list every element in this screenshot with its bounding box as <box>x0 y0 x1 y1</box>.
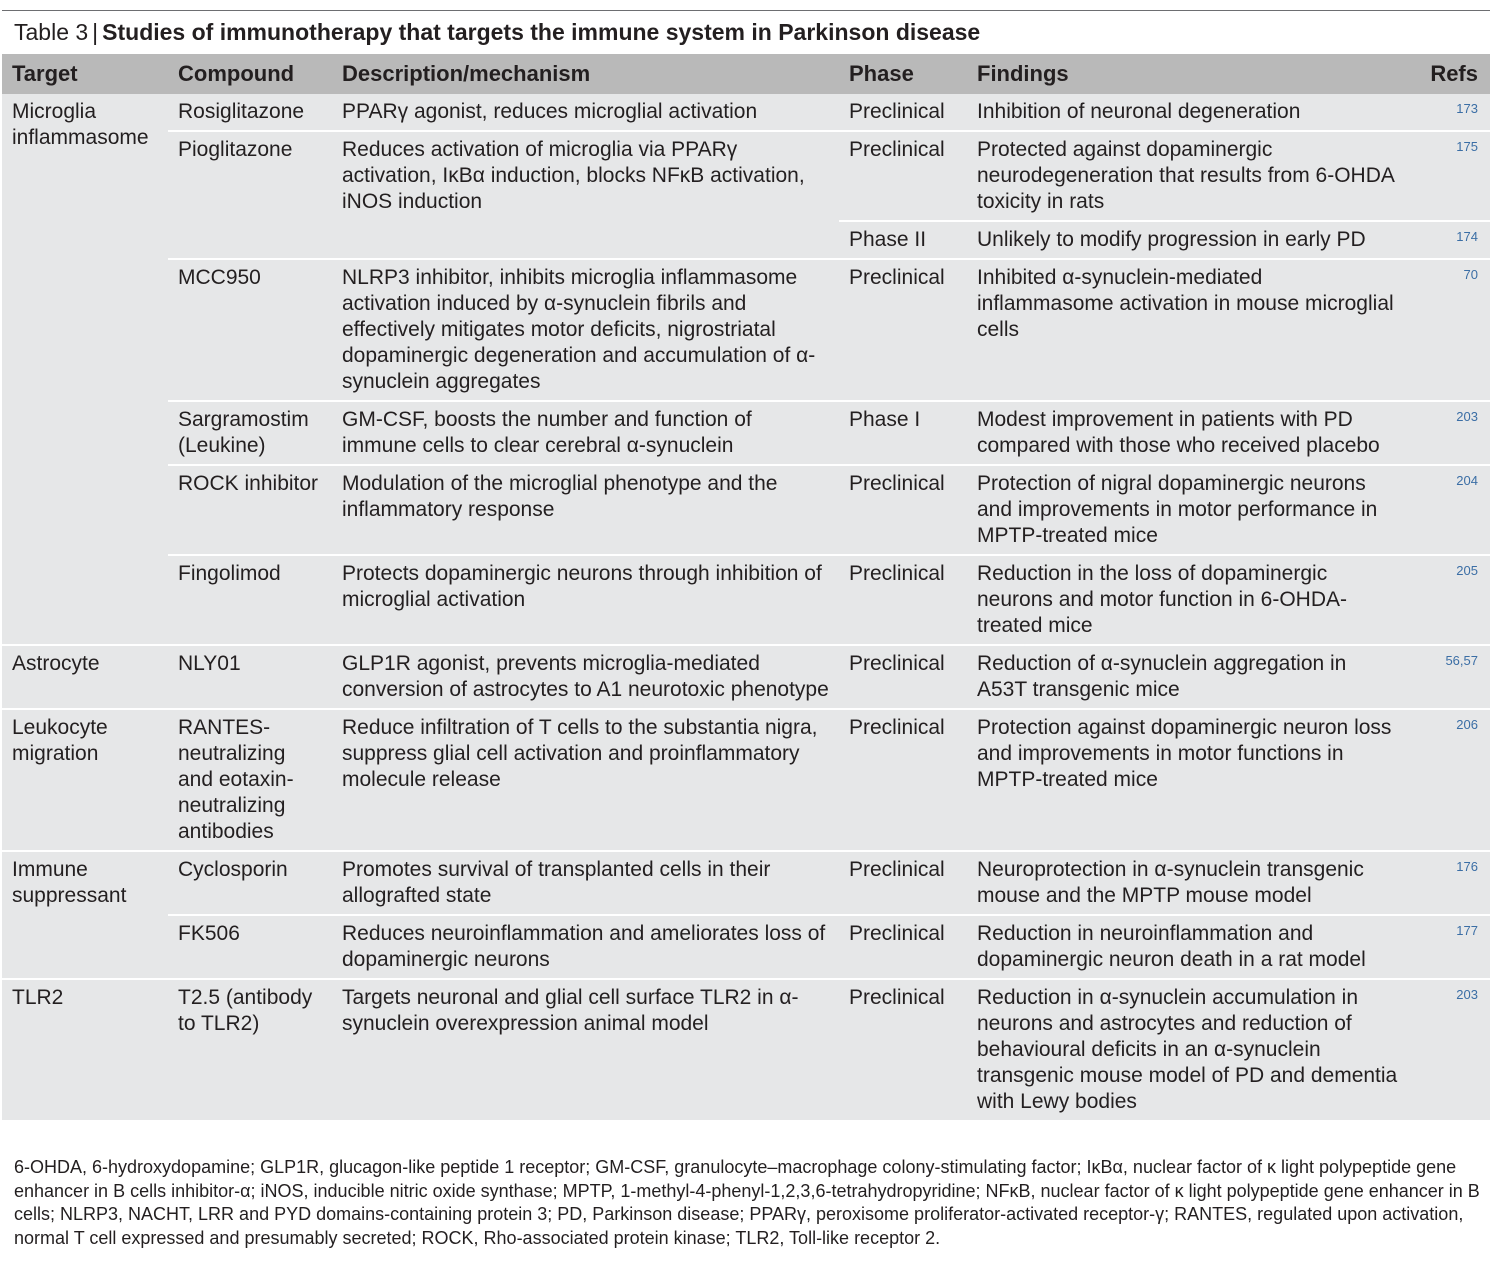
table-label: Table 3 <box>14 19 89 45</box>
ref-link[interactable]: 176 <box>1456 859 1478 874</box>
header-description: Description/mechanism <box>332 54 839 94</box>
header-phase: Phase <box>839 54 967 94</box>
refs-cell <box>1411 851 1490 915</box>
compound-cell: Fingolimod <box>168 555 332 645</box>
description-cell: Targets neuronal and glial cell surface TLR2 in α-synuclein overexpression animal model <box>332 979 839 1121</box>
findings-cell: Reduction in α-synuclein accumulation in neurons and astrocytes and reduction of behavioural deficits in an α-synuclein transgenic mouse model of PD and dementia with Lewy bodies <box>967 979 1411 1121</box>
description-cell: Reduces neuroinflammation and ameliorates loss of dopaminergic neurons <box>332 915 839 979</box>
header-findings: Findings <box>967 54 1411 94</box>
ref-link[interactable]: 174 <box>1456 229 1478 244</box>
refs-cell <box>1411 465 1490 555</box>
ref-link[interactable]: 205 <box>1456 563 1478 578</box>
header-target: Target <box>2 54 168 94</box>
table-title: Studies of immunotherapy that targets the immune system in Parkinson disease <box>102 19 981 45</box>
compound-cell: T2.5 (antibody to TLR2) <box>168 979 332 1121</box>
findings-cell: Protection of nigral dopaminergic neurons and improvements in motor performance in MPTP-treated mice <box>967 465 1411 555</box>
refs-cell <box>1411 645 1490 709</box>
table-row <box>2 131 1490 221</box>
table-caption <box>14 18 980 46</box>
findings-cell: Modest improvement in patients with PD compared with those who received placebo <box>967 401 1411 465</box>
description-cell: PPARγ agonist, reduces microglial activation <box>332 94 839 131</box>
ref-link[interactable]: 204 <box>1456 473 1478 488</box>
description-cell: Reduce infiltration of T cells to the substantia nigra, suppress glial cell activation and proinflammatory molecule release <box>332 709 839 851</box>
caption-separator: | <box>92 19 99 45</box>
findings-cell: Inhibition of neuronal degeneration <box>967 94 1411 131</box>
findings-cell: Unlikely to modify progression in early PD <box>967 221 1411 259</box>
compound-cell: MCC950 <box>168 259 332 401</box>
refs-cell <box>1411 131 1490 221</box>
ref-link[interactable]: 206 <box>1456 717 1478 732</box>
table-row <box>2 555 1490 645</box>
header-refs: Refs <box>1411 54 1490 94</box>
table-row <box>2 94 1490 131</box>
table-row <box>2 915 1490 979</box>
ref-link[interactable]: 70 <box>1463 267 1478 282</box>
phase-cell: Preclinical <box>839 131 967 221</box>
header-row <box>2 54 1490 94</box>
header-compound: Compound <box>168 54 332 94</box>
immunotherapy-table <box>2 54 1490 1122</box>
top-rule <box>2 10 1490 11</box>
description-cell: GM-CSF, boosts the number and function of immune cells to clear cerebral α-synuclein <box>332 401 839 465</box>
compound-cell: NLY01 <box>168 645 332 709</box>
description-cell: Protects dopaminergic neurons through inhibition of microglial activation <box>332 555 839 645</box>
refs-cell <box>1411 401 1490 465</box>
target-cell: Astrocyte <box>2 645 168 709</box>
phase-cell: Preclinical <box>839 555 967 645</box>
table-footnote: 6-OHDA, 6-hydroxydopamine; GLP1R, glucagon-like peptide 1 receptor; GM-CSF, granulocyte–macrophage colony-stimulating factor; IκBα, nuclear factor of κ light polypeptide gene enhancer in B cells inhibitor-α; iNOS, inducible nitric oxide synthase; MPTP, 1-methyl-4-phenyl-1,2,3,6-tetrahydropyridine; NFκB, nuclear factor of κ light polypeptide gene enhancer in B cells; NLRP3, NACHT, LRR and PYD domains-containing protein 3; PD, Parkinson disease; PPARγ, peroxisome proliferator-activated receptor-γ; RANTES, regulated upon activation, normal T cell expressed and presumably secreted; ROCK, Rho-associated protein kinase; TLR2, Toll-like receptor 2. <box>14 1157 1480 1248</box>
phase-cell: Phase I <box>839 401 967 465</box>
refs-cell <box>1411 709 1490 851</box>
ref-link[interactable]: 175 <box>1456 139 1478 154</box>
compound-cell: Pioglitazone <box>168 131 332 259</box>
compound-cell: FK506 <box>168 915 332 979</box>
table-row <box>2 851 1490 915</box>
findings-cell: Neuroprotection in α-synuclein transgenic mouse and the MPTP mouse model <box>967 851 1411 915</box>
findings-cell: Reduction of α-synuclein aggregation in A53T transgenic mice <box>967 645 1411 709</box>
phase-cell: Preclinical <box>839 259 967 401</box>
table-row <box>2 401 1490 465</box>
target-cell: Leukocyte migration <box>2 709 168 851</box>
compound-cell: RANTES-neutralizing and eotaxin-neutralizing antibodies <box>168 709 332 851</box>
phase-cell: Preclinical <box>839 851 967 915</box>
table-row <box>2 709 1490 851</box>
target-cell: TLR2 <box>2 979 168 1121</box>
ref-link[interactable]: 203 <box>1456 409 1478 424</box>
refs-cell <box>1411 259 1490 401</box>
compound-cell: Cyclosporin <box>168 851 332 915</box>
description-cell: Promotes survival of transplanted cells in their allografted state <box>332 851 839 915</box>
findings-cell: Protection against dopaminergic neuron loss and improvements in motor functions in MPTP-treated mice <box>967 709 1411 851</box>
refs-cell <box>1411 94 1490 131</box>
findings-cell: Reduction in neuroinflammation and dopaminergic neuron death in a rat model <box>967 915 1411 979</box>
phase-cell: Preclinical <box>839 979 967 1121</box>
target-cell: Microglia inflammasome <box>2 94 168 645</box>
description-cell: NLRP3 inhibitor, inhibits microglia inflammasome activation induced by α-synuclein fibrils and effectively mitigates motor deficits, nigrostriatal dopaminergic degeneration and accumulation of α-synuclein aggregates <box>332 259 839 401</box>
phase-cell: Preclinical <box>839 94 967 131</box>
ref-link[interactable]: 203 <box>1456 987 1478 1002</box>
table-row <box>2 259 1490 401</box>
refs-cell <box>1411 221 1490 259</box>
phase-cell: Phase II <box>839 221 967 259</box>
compound-cell: Sargramostim (Leukine) <box>168 401 332 465</box>
compound-cell: Rosiglitazone <box>168 94 332 131</box>
ref-link[interactable]: 177 <box>1456 923 1478 938</box>
description-cell: Reduces activation of microglia via PPARγ activation, IκBα induction, blocks NFκB activation, iNOS induction <box>332 131 839 259</box>
phase-cell: Preclinical <box>839 645 967 709</box>
description-cell: Modulation of the microglial phenotype and the inflammatory response <box>332 465 839 555</box>
findings-cell: Reduction in the loss of dopaminergic neurons and motor function in 6-OHDA-treated mice <box>967 555 1411 645</box>
findings-cell: Protected against dopaminergic neurodegeneration that results from 6-OHDA toxicity in rats <box>967 131 1411 221</box>
compound-cell: ROCK inhibitor <box>168 465 332 555</box>
table-row <box>2 465 1490 555</box>
phase-cell: Preclinical <box>839 709 967 851</box>
refs-cell <box>1411 555 1490 645</box>
refs-cell <box>1411 979 1490 1121</box>
table-row <box>2 979 1490 1121</box>
ref-link[interactable]: 56,57 <box>1445 653 1478 668</box>
phase-cell: Preclinical <box>839 465 967 555</box>
description-cell: GLP1R agonist, prevents microglia-mediated conversion of astrocytes to A1 neurotoxic phenotype <box>332 645 839 709</box>
table-row <box>2 645 1490 709</box>
phase-cell: Preclinical <box>839 915 967 979</box>
findings-cell: Inhibited α-synuclein-mediated inflammasome activation in mouse microglial cells <box>967 259 1411 401</box>
refs-cell <box>1411 915 1490 979</box>
target-cell: Immune suppressant <box>2 851 168 979</box>
ref-link[interactable]: 173 <box>1456 101 1478 116</box>
